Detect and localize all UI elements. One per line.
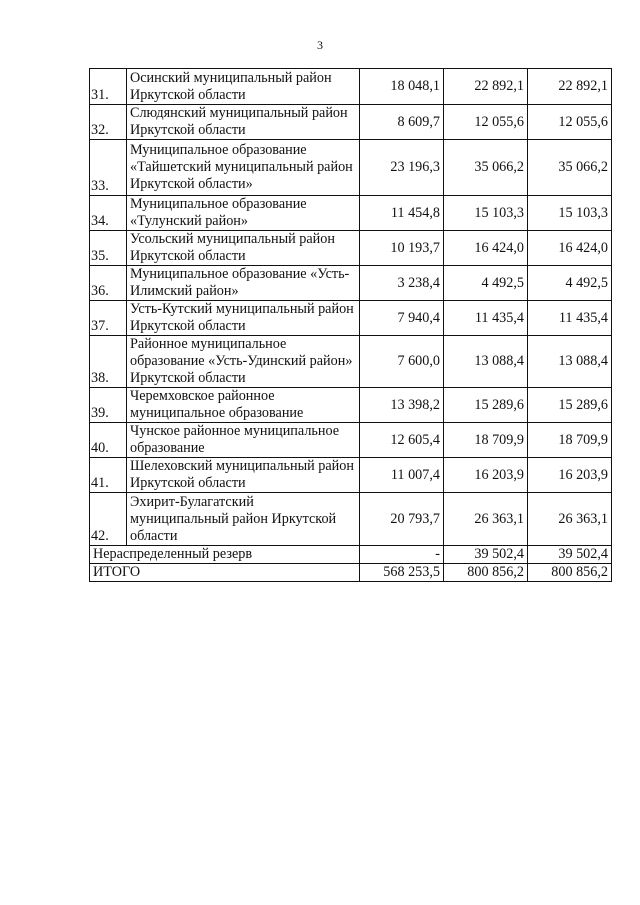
municipality-name: Районное муниципальное образование «Усть-Удинский район» Иркутской области [127, 336, 360, 388]
value-col-3: 13 088,4 [528, 336, 612, 388]
row-number: 32. [90, 105, 127, 140]
value-col-2: 15 103,3 [444, 196, 528, 231]
table-row [90, 266, 612, 301]
total-row-value-2: 800 856,2 [444, 564, 528, 582]
value-col-2: 22 892,1 [444, 69, 528, 105]
value-col-1: 20 793,7 [360, 493, 444, 546]
value-col-3: 11 435,4 [528, 301, 612, 336]
value-col-1: 18 048,1 [360, 69, 444, 105]
row-number: 31. [90, 69, 127, 105]
value-col-3: 22 892,1 [528, 69, 612, 105]
value-col-2: 16 203,9 [444, 458, 528, 493]
value-col-2: 13 088,4 [444, 336, 528, 388]
table-row [90, 196, 612, 231]
value-col-3: 12 055,6 [528, 105, 612, 140]
value-col-1: 8 609,7 [360, 105, 444, 140]
value-col-3: 15 289,6 [528, 388, 612, 423]
table-row [90, 493, 612, 546]
value-col-2: 15 289,6 [444, 388, 528, 423]
table-row [90, 458, 612, 493]
value-col-2: 26 363,1 [444, 493, 528, 546]
table-row [90, 140, 612, 196]
value-col-2: 16 424,0 [444, 231, 528, 266]
value-col-3: 26 363,1 [528, 493, 612, 546]
value-col-3: 35 066,2 [528, 140, 612, 196]
value-col-3: 18 709,9 [528, 423, 612, 458]
table-row [90, 231, 612, 266]
value-col-1: 11 007,4 [360, 458, 444, 493]
total-row [90, 564, 612, 582]
value-col-3: 16 424,0 [528, 231, 612, 266]
municipality-name: Эхирит-Булагатский муниципальный район Иркутской области [127, 493, 360, 546]
municipality-name: Осинский муниципальный район Иркутской области [127, 69, 360, 105]
municipality-name: Усть-Кутский муниципальный район Иркутской области [127, 301, 360, 336]
value-col-1: 11 454,8 [360, 196, 444, 231]
reserve-row-value-3: 39 502,4 [528, 546, 612, 564]
row-number: 37. [90, 301, 127, 336]
page-number: 3 [317, 38, 323, 52]
table-row [90, 388, 612, 423]
municipality-name: Чунское районное муниципальное образование [127, 423, 360, 458]
row-number: 35. [90, 231, 127, 266]
table-row [90, 105, 612, 140]
reserve-row-value-1: - [360, 546, 444, 564]
table-row [90, 301, 612, 336]
row-number: 36. [90, 266, 127, 301]
reserve-row-value-2: 39 502,4 [444, 546, 528, 564]
municipality-name: Шелеховский муниципальный район Иркутской области [127, 458, 360, 493]
value-col-1: 10 193,7 [360, 231, 444, 266]
value-col-2: 35 066,2 [444, 140, 528, 196]
total-row-value-3: 800 856,2 [528, 564, 612, 582]
table-row [90, 69, 612, 105]
value-col-1: 12 605,4 [360, 423, 444, 458]
value-col-1: 7 940,4 [360, 301, 444, 336]
municipality-name: Муниципальное образование «Усть-Илимский район» [127, 266, 360, 301]
row-number: 41. [90, 458, 127, 493]
municipality-name: Муниципальное образование «Тайшетский муниципальный район Иркутской области» [127, 140, 360, 196]
row-number: 38. [90, 336, 127, 388]
reserve-row [90, 546, 612, 564]
value-col-3: 4 492,5 [528, 266, 612, 301]
row-number: 33. [90, 140, 127, 196]
municipality-name: Усольский муниципальный район Иркутской области [127, 231, 360, 266]
table-body [90, 69, 612, 582]
municipality-name: Муниципальное образование «Тулунский район» [127, 196, 360, 231]
total-row-value-1: 568 253,5 [360, 564, 444, 582]
value-col-2: 18 709,9 [444, 423, 528, 458]
value-col-2: 12 055,6 [444, 105, 528, 140]
row-number: 34. [90, 196, 127, 231]
value-col-2: 4 492,5 [444, 266, 528, 301]
row-number: 42. [90, 493, 127, 546]
value-col-3: 15 103,3 [528, 196, 612, 231]
value-col-1: 7 600,0 [360, 336, 444, 388]
value-col-1: 23 196,3 [360, 140, 444, 196]
value-col-1: 13 398,2 [360, 388, 444, 423]
municipality-name: Слюдянский муниципальный район Иркутской области [127, 105, 360, 140]
total-row-label: ИТОГО [90, 564, 360, 582]
table-row [90, 423, 612, 458]
value-col-1: 3 238,4 [360, 266, 444, 301]
value-col-3: 16 203,9 [528, 458, 612, 493]
reserve-row-label: Нераспределенный резерв [90, 546, 360, 564]
budget-table [89, 68, 612, 582]
municipality-name: Черемховское районное муниципальное образование [127, 388, 360, 423]
value-col-2: 11 435,4 [444, 301, 528, 336]
row-number: 40. [90, 423, 127, 458]
row-number: 39. [90, 388, 127, 423]
table-row [90, 336, 612, 388]
